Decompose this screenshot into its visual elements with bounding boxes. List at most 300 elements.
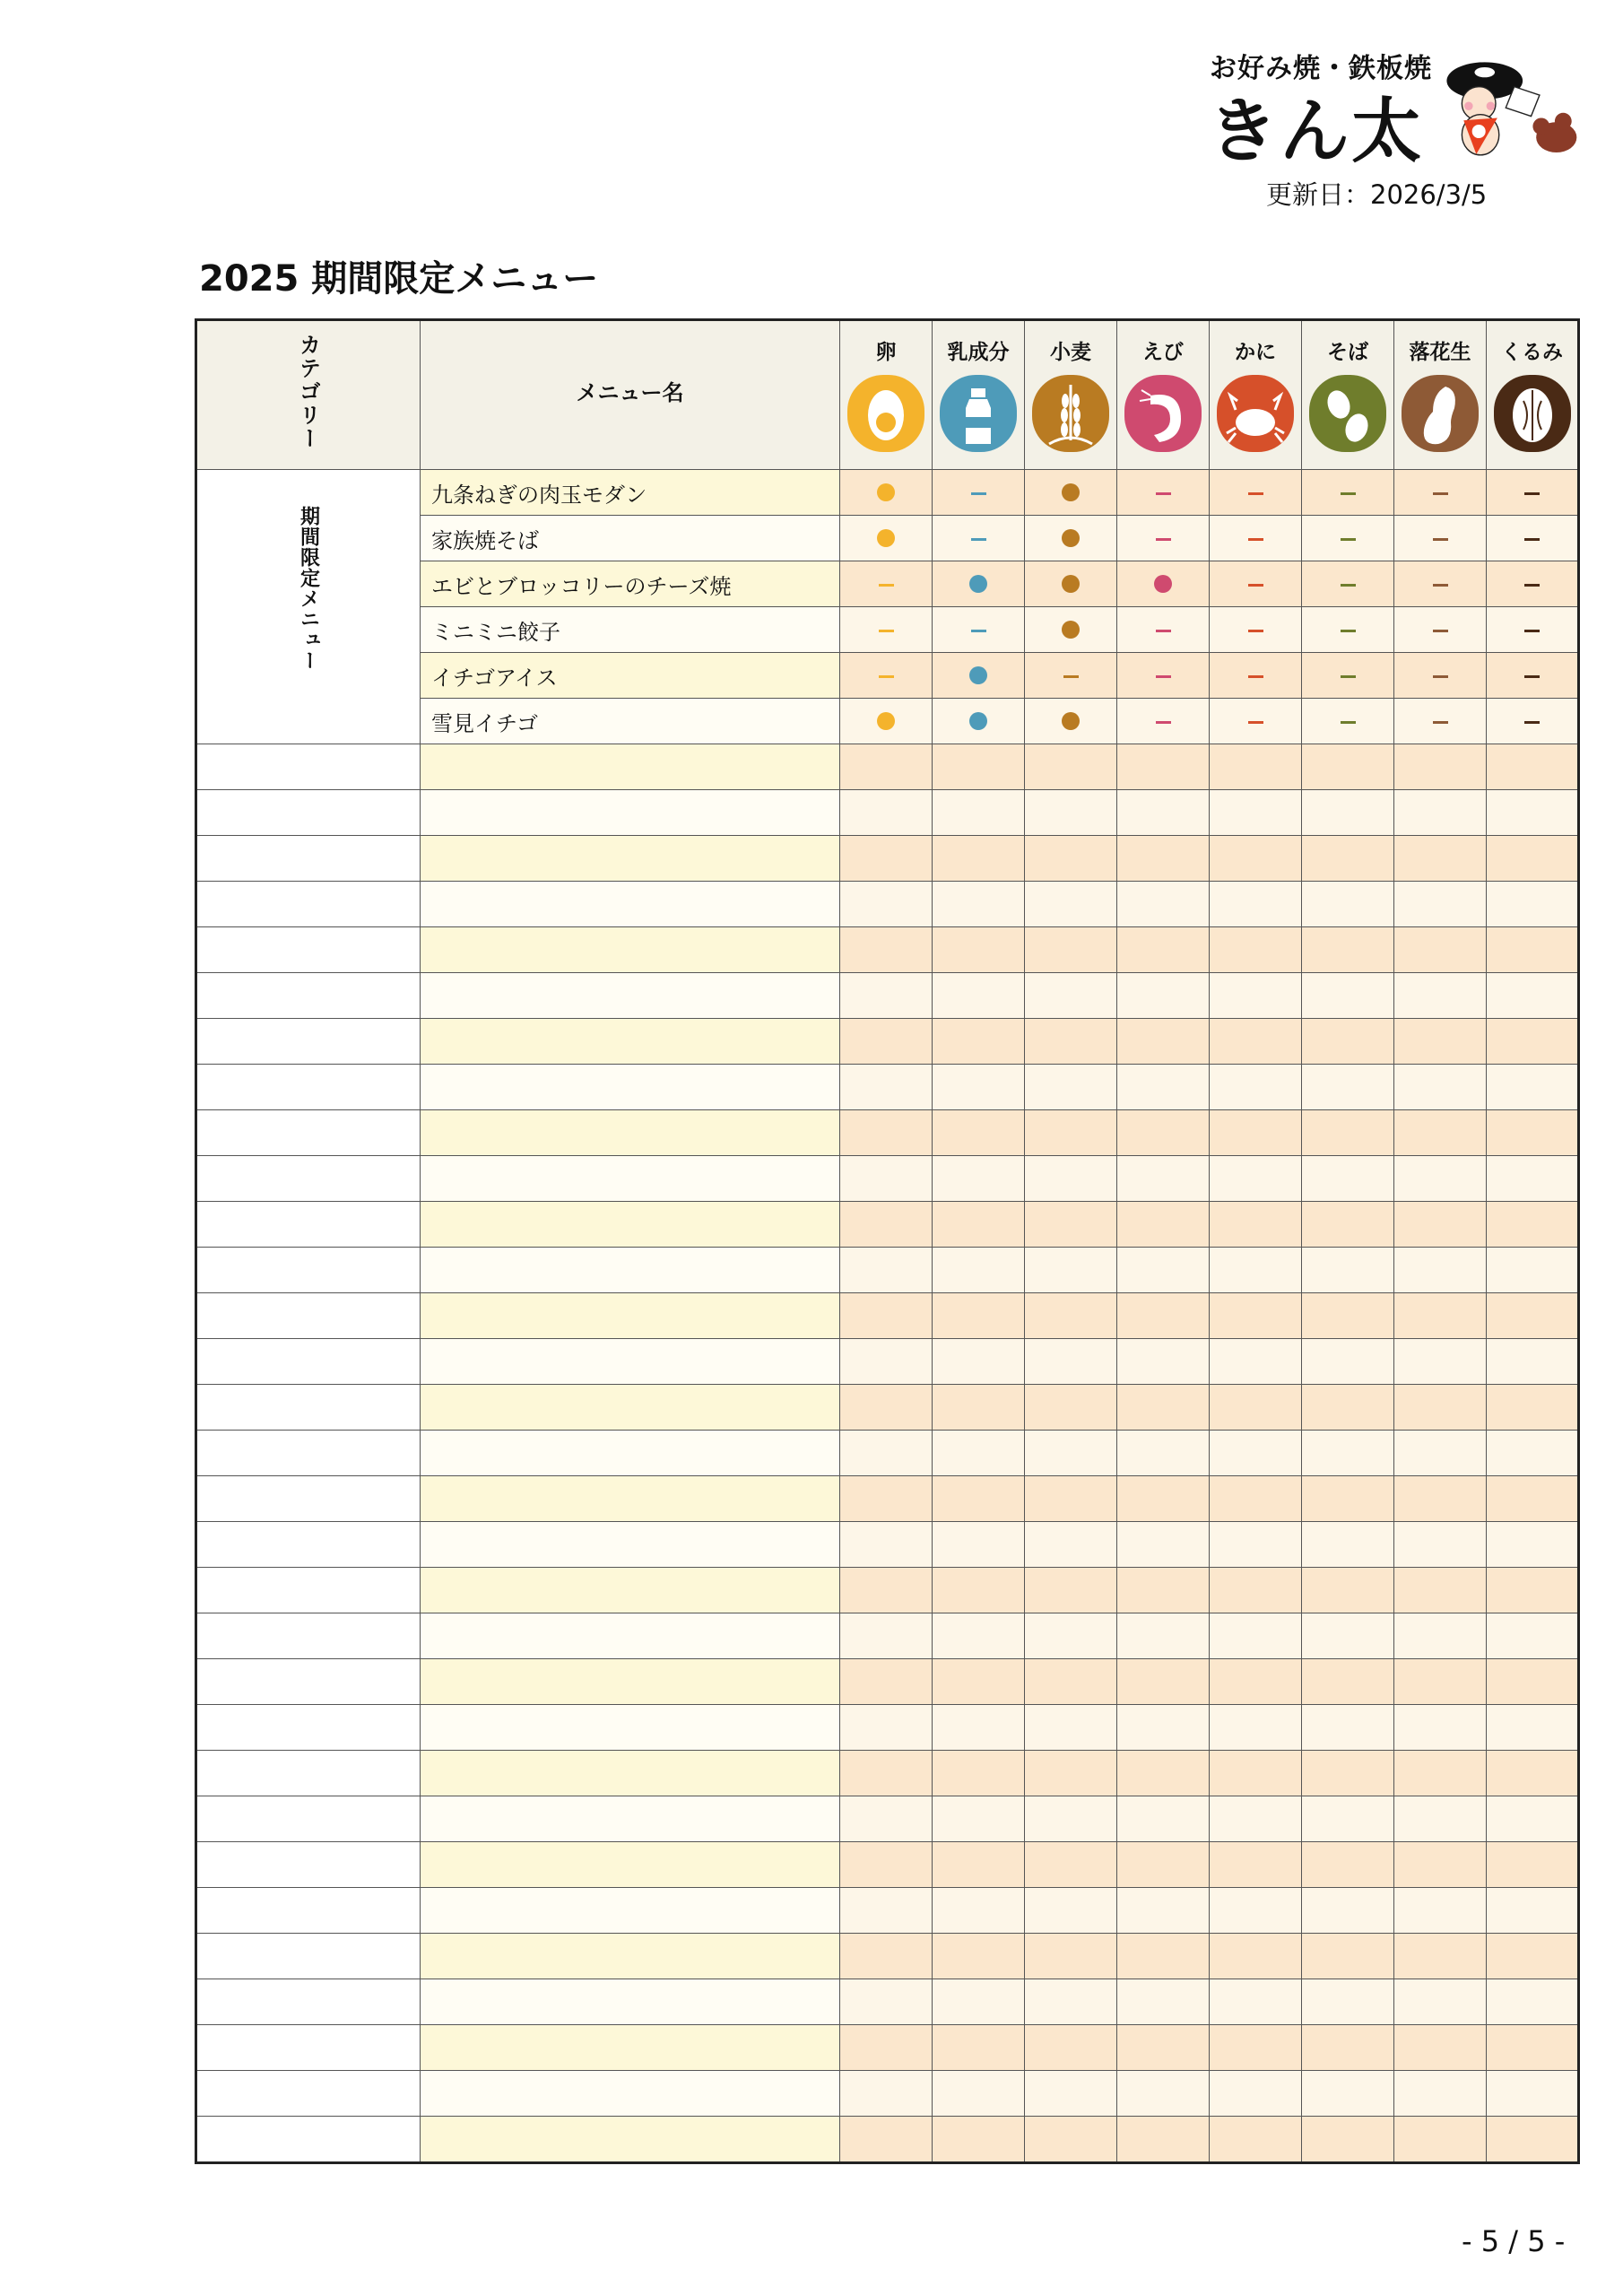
allergen-label: えび — [1142, 341, 1184, 364]
mascot-illustration-icon — [1438, 54, 1582, 166]
allergen-cell — [840, 470, 933, 516]
table-header-row — [196, 320, 1579, 470]
allergen-cell — [1487, 1751, 1579, 1796]
category-cell — [196, 1796, 421, 1842]
allergen-cell — [1394, 470, 1487, 516]
empty-row — [196, 1156, 1579, 1202]
not-contains-dash-icon — [1433, 630, 1448, 632]
not-contains-dash-icon — [1341, 492, 1356, 495]
allergen-cell — [1210, 790, 1302, 836]
allergen-cell — [1302, 1796, 1394, 1842]
allergen-cell — [1117, 882, 1210, 927]
allergen-cell — [1117, 1751, 1210, 1796]
allergen-cell — [1302, 607, 1394, 653]
allergen-cell — [933, 1476, 1025, 1522]
allergen-cell — [840, 973, 933, 1019]
allergen-cell — [840, 1431, 933, 1476]
allergen-cell — [1394, 1934, 1487, 1979]
allergen-cell — [1302, 744, 1394, 790]
allergen-cell — [1025, 1476, 1117, 1522]
category-cell — [196, 744, 421, 790]
not-contains-dash-icon — [1433, 492, 1448, 495]
allergen-cell — [1025, 2025, 1117, 2071]
page-title: 2025 期間限定メニュー — [199, 258, 599, 300]
buckwheat-icon — [1308, 374, 1387, 453]
allergen-cell — [933, 882, 1025, 927]
contains-dot-icon — [877, 483, 895, 501]
allergen-cell — [1117, 1065, 1210, 1110]
allergen-cell — [1117, 2025, 1210, 2071]
allergen-cell — [1487, 1248, 1579, 1293]
allergen-cell — [1025, 1156, 1117, 1202]
allergen-cell — [1117, 1705, 1210, 1751]
allergen-cell — [1025, 1339, 1117, 1385]
category-cell — [196, 1842, 421, 1888]
allergen-label: かに — [1235, 341, 1276, 364]
category-cell — [196, 1522, 421, 1568]
allergen-cell — [1117, 1385, 1210, 1431]
allergen-cell — [1394, 1202, 1487, 1248]
allergen-cell — [1487, 607, 1579, 653]
menu-name: 家族焼そば — [421, 516, 840, 561]
allergen-cell — [1487, 1156, 1579, 1202]
allergen-cell — [840, 882, 933, 927]
empty-row — [196, 790, 1579, 836]
not-contains-dash-icon — [1248, 630, 1263, 632]
not-contains-dash-icon — [1524, 584, 1540, 587]
allergen-cell — [1025, 607, 1117, 653]
allergen-cell — [1394, 1385, 1487, 1431]
menu-name — [421, 2117, 840, 2163]
menu-name — [421, 1248, 840, 1293]
allergen-cell — [840, 1888, 933, 1934]
not-contains-dash-icon — [1341, 675, 1356, 678]
allergen-cell — [1394, 699, 1487, 744]
contains-dot-icon — [1062, 712, 1080, 730]
menu-name — [421, 744, 840, 790]
allergen-cell — [933, 2117, 1025, 2163]
allergen-cell — [933, 1751, 1025, 1796]
allergen-cell — [1210, 2117, 1302, 2163]
allergen-cell — [1487, 790, 1579, 836]
allergen-cell — [840, 1385, 933, 1431]
allergen-cell — [1025, 973, 1117, 1019]
allergen-cell — [840, 1796, 933, 1842]
allergen-cell — [1394, 1065, 1487, 1110]
empty-row — [196, 1888, 1579, 1934]
allergen-cell — [933, 1156, 1025, 1202]
allergen-cell — [1025, 1202, 1117, 1248]
contains-dot-icon — [1062, 529, 1080, 547]
allergen-cell — [1117, 1934, 1210, 1979]
not-contains-dash-icon — [879, 675, 894, 678]
allergen-cell — [1210, 1705, 1302, 1751]
menu-name — [421, 1751, 840, 1796]
menu-name — [421, 1796, 840, 1842]
allergen-cell — [1394, 2117, 1487, 2163]
allergen-cell — [1394, 607, 1487, 653]
allergen-cell — [1394, 1476, 1487, 1522]
empty-row — [196, 1613, 1579, 1659]
allergen-cell — [1117, 2117, 1210, 2163]
allergen-cell — [840, 836, 933, 882]
allergen-cell — [1025, 744, 1117, 790]
not-contains-dash-icon — [1341, 584, 1356, 587]
empty-row — [196, 1522, 1579, 1568]
allergen-label: 落花生 — [1409, 341, 1471, 364]
allergen-cell — [1302, 1065, 1394, 1110]
allergen-cell — [1487, 882, 1579, 927]
allergen-cell — [1025, 653, 1117, 699]
allergen-cell — [1302, 836, 1394, 882]
category-cell — [196, 973, 421, 1019]
category-cell — [196, 470, 421, 744]
allergen-cell — [933, 1842, 1025, 1888]
contains-dot-icon — [1062, 575, 1080, 593]
allergen-cell — [1025, 1522, 1117, 1568]
allergen-cell — [1487, 1431, 1579, 1476]
allergen-cell — [1487, 1613, 1579, 1659]
allergen-cell — [1487, 1659, 1579, 1705]
category-cell — [196, 1293, 421, 1339]
allergen-cell — [933, 1385, 1025, 1431]
allergen-cell — [1025, 1110, 1117, 1156]
category-cell — [196, 927, 421, 973]
allergen-label: 卵 — [875, 341, 897, 364]
not-contains-dash-icon — [971, 492, 986, 495]
menu-name — [421, 1431, 840, 1476]
allergen-cell — [933, 744, 1025, 790]
allergen-cell — [1302, 1476, 1394, 1522]
allergen-cell — [1487, 1202, 1579, 1248]
allergen-cell — [840, 1019, 933, 1065]
allergen-cell — [1394, 1979, 1487, 2025]
allergen-cell — [1210, 470, 1302, 516]
allergen-cell — [933, 790, 1025, 836]
allergen-cell — [1394, 1659, 1487, 1705]
contains-dot-icon — [1062, 483, 1080, 501]
not-contains-dash-icon — [1524, 538, 1540, 541]
allergen-cell — [1025, 2117, 1117, 2163]
empty-row — [196, 1339, 1579, 1385]
menu-name — [421, 1934, 840, 1979]
allergen-cell — [1210, 1796, 1302, 1842]
header-allergen-6 — [1394, 320, 1487, 470]
allergen-label: くるみ — [1501, 341, 1563, 364]
allergen-cell — [840, 1156, 933, 1202]
allergen-cell — [1487, 699, 1579, 744]
menu-name — [421, 927, 840, 973]
menu-name — [421, 2071, 840, 2117]
allergen-cell — [1394, 2025, 1487, 2071]
allergen-cell — [1394, 1568, 1487, 1613]
menu-name — [421, 1110, 840, 1156]
contains-dot-icon — [877, 529, 895, 547]
menu-name — [421, 882, 840, 927]
allergen-cell — [933, 1065, 1025, 1110]
allergen-cell — [840, 561, 933, 607]
empty-row — [196, 1705, 1579, 1751]
allergen-cell — [1394, 561, 1487, 607]
allergen-cell — [840, 653, 933, 699]
allergen-cell — [933, 516, 1025, 561]
not-contains-dash-icon — [879, 584, 894, 587]
allergen-cell — [840, 2025, 933, 2071]
allergen-cell — [1302, 1934, 1394, 1979]
category-cell — [196, 1156, 421, 1202]
menu-name — [421, 973, 840, 1019]
allergen-cell — [1487, 1705, 1579, 1751]
allergen-cell — [1394, 1248, 1487, 1293]
allergen-cell — [1117, 1659, 1210, 1705]
allergen-cell — [1025, 561, 1117, 607]
allergen-cell — [1487, 1842, 1579, 1888]
not-contains-dash-icon — [1433, 675, 1448, 678]
contains-dot-icon — [969, 712, 987, 730]
allergen-cell — [1487, 973, 1579, 1019]
empty-row — [196, 927, 1579, 973]
allergen-cell — [1117, 1248, 1210, 1293]
allergen-cell — [933, 1888, 1025, 1934]
allergen-cell — [1210, 882, 1302, 927]
allergen-cell — [1210, 1888, 1302, 1934]
header-menu-name: メニュー名 — [421, 320, 840, 470]
category-cell — [196, 2025, 421, 2071]
allergen-cell — [1487, 1110, 1579, 1156]
allergen-cell — [1117, 1522, 1210, 1568]
allergen-cell — [1210, 1293, 1302, 1339]
category-cell — [196, 1659, 421, 1705]
allergen-cell — [1487, 1293, 1579, 1339]
header-allergen-2 — [1025, 320, 1117, 470]
category-cell — [196, 1019, 421, 1065]
category-label: 期間限定メニュー — [297, 506, 320, 671]
allergen-cell — [1302, 973, 1394, 1019]
allergen-cell — [933, 1613, 1025, 1659]
empty-row — [196, 2117, 1579, 2163]
allergen-cell — [1025, 1842, 1117, 1888]
allergen-cell — [1302, 882, 1394, 927]
menu-name — [421, 1293, 840, 1339]
not-contains-dash-icon — [1524, 492, 1540, 495]
allergen-cell — [1210, 1156, 1302, 1202]
empty-row — [196, 1431, 1579, 1476]
allergen-cell — [1302, 561, 1394, 607]
allergen-cell — [1025, 1248, 1117, 1293]
not-contains-dash-icon — [1433, 584, 1448, 587]
contains-dot-icon — [1062, 621, 1080, 639]
allergen-cell — [1302, 1522, 1394, 1568]
not-contains-dash-icon — [1156, 492, 1171, 495]
allergen-cell — [933, 1248, 1025, 1293]
allergen-cell — [933, 1705, 1025, 1751]
not-contains-dash-icon — [1524, 675, 1540, 678]
allergen-cell — [1210, 1385, 1302, 1431]
allergen-cell — [1025, 1019, 1117, 1065]
empty-row — [196, 2071, 1579, 2117]
menu-name: 九条ねぎの肉玉モダン — [421, 470, 840, 516]
not-contains-dash-icon — [1063, 675, 1079, 678]
allergen-cell — [1117, 790, 1210, 836]
menu-name — [421, 1979, 840, 2025]
header-category-label: カテゴリー — [295, 334, 321, 450]
allergen-cell — [840, 1293, 933, 1339]
allergen-cell — [1302, 1842, 1394, 1888]
allergen-cell — [933, 653, 1025, 699]
allergen-cell — [1025, 1385, 1117, 1431]
allergen-cell — [840, 1568, 933, 1613]
menu-name — [421, 1476, 840, 1522]
allergen-cell — [1487, 1385, 1579, 1431]
allergen-cell — [840, 1522, 933, 1568]
menu-name — [421, 1202, 840, 1248]
allergen-cell — [1394, 1751, 1487, 1796]
menu-name — [421, 1522, 840, 1568]
allergen-cell — [1210, 607, 1302, 653]
allergen-cell — [1210, 1522, 1302, 1568]
allergen-cell — [1302, 1156, 1394, 1202]
empty-row — [196, 1979, 1579, 2025]
allergen-cell — [840, 516, 933, 561]
allergen-cell — [1210, 653, 1302, 699]
empty-row — [196, 1751, 1579, 1796]
allergen-cell — [933, 699, 1025, 744]
menu-name — [421, 1019, 840, 1065]
allergen-cell — [933, 1431, 1025, 1476]
allergen-cell — [840, 1110, 933, 1156]
allergen-cell — [1117, 836, 1210, 882]
allergen-cell — [1025, 1568, 1117, 1613]
allergen-cell — [1394, 1613, 1487, 1659]
menu-name — [421, 836, 840, 882]
allergen-cell — [1210, 1659, 1302, 1705]
not-contains-dash-icon — [1341, 538, 1356, 541]
shrimp-icon — [1124, 374, 1202, 453]
milk-bottle-icon — [939, 374, 1018, 453]
menu-name — [421, 1888, 840, 1934]
contains-dot-icon — [969, 666, 987, 684]
allergen-cell — [1025, 927, 1117, 973]
allergen-cell — [1394, 973, 1487, 1019]
allergen-cell — [1210, 1339, 1302, 1385]
page-number: - 5 / 5 - — [1462, 2224, 1566, 2258]
allergen-cell — [1487, 2117, 1579, 2163]
allergen-cell — [1394, 2071, 1487, 2117]
menu-name — [421, 1568, 840, 1613]
allergen-cell — [1210, 1751, 1302, 1796]
category-cell — [196, 1568, 421, 1613]
allergen-cell — [1117, 470, 1210, 516]
empty-row — [196, 2025, 1579, 2071]
allergen-cell — [1302, 1339, 1394, 1385]
menu-name — [421, 1705, 840, 1751]
header-allergen-4 — [1210, 320, 1302, 470]
allergen-cell — [1210, 1476, 1302, 1522]
allergen-cell — [933, 1110, 1025, 1156]
empty-row — [196, 1934, 1579, 1979]
header-allergen-1 — [933, 320, 1025, 470]
category-cell — [196, 1751, 421, 1796]
allergen-cell — [1394, 836, 1487, 882]
allergen-cell — [1487, 653, 1579, 699]
allergen-cell — [840, 927, 933, 973]
header-allergen-3 — [1117, 320, 1210, 470]
category-cell — [196, 1705, 421, 1751]
allergen-cell — [933, 1568, 1025, 1613]
allergen-cell — [840, 1842, 933, 1888]
allergen-cell — [1302, 1202, 1394, 1248]
allergen-cell — [1025, 1796, 1117, 1842]
allergen-cell — [1210, 1842, 1302, 1888]
not-contains-dash-icon — [1248, 492, 1263, 495]
allergen-cell — [840, 699, 933, 744]
not-contains-dash-icon — [1341, 721, 1356, 724]
allergen-cell — [1025, 1613, 1117, 1659]
logo-subtitle: お好み焼・鉄板焼 — [1210, 53, 1432, 84]
allergen-cell — [1394, 1796, 1487, 1842]
allergen-cell — [1210, 1568, 1302, 1613]
contains-dot-icon — [1154, 575, 1172, 593]
allergen-label: 乳成分 — [947, 341, 1010, 364]
menu-name — [421, 1156, 840, 1202]
allergen-cell — [1302, 1431, 1394, 1476]
header-category — [196, 320, 421, 470]
allergen-cell — [933, 1796, 1025, 1842]
menu-name — [421, 1659, 840, 1705]
allergen-cell — [1302, 516, 1394, 561]
allergen-cell — [933, 561, 1025, 607]
allergen-cell — [1210, 927, 1302, 973]
allergen-cell — [1117, 1842, 1210, 1888]
allergen-cell — [1210, 2025, 1302, 2071]
allergen-cell — [840, 1248, 933, 1293]
menu-name — [421, 1613, 840, 1659]
empty-row — [196, 1796, 1579, 1842]
allergen-cell — [1487, 561, 1579, 607]
empty-row — [196, 1202, 1579, 1248]
category-cell — [196, 1385, 421, 1431]
allergen-cell — [1302, 470, 1394, 516]
allergen-cell — [1210, 516, 1302, 561]
allergen-cell — [840, 790, 933, 836]
allergen-cell — [840, 744, 933, 790]
allergen-cell — [1210, 1248, 1302, 1293]
allergen-cell — [1487, 1476, 1579, 1522]
allergen-cell — [1302, 2071, 1394, 2117]
allergen-cell — [1117, 1568, 1210, 1613]
menu-name — [421, 1065, 840, 1110]
not-contains-dash-icon — [1248, 584, 1263, 587]
allergen-cell — [840, 1659, 933, 1705]
allergen-cell — [1025, 882, 1117, 927]
allergen-cell — [1117, 653, 1210, 699]
allergen-cell — [1117, 1110, 1210, 1156]
allergen-cell — [933, 1979, 1025, 2025]
not-contains-dash-icon — [1341, 630, 1356, 632]
empty-row — [196, 882, 1579, 927]
empty-row — [196, 1248, 1579, 1293]
category-cell — [196, 1202, 421, 1248]
not-contains-dash-icon — [1433, 721, 1448, 724]
allergen-cell — [1117, 744, 1210, 790]
allergen-cell — [840, 607, 933, 653]
allergen-cell — [1302, 1248, 1394, 1293]
allergen-cell — [1117, 1156, 1210, 1202]
category-cell — [196, 1476, 421, 1522]
allergen-cell — [933, 973, 1025, 1019]
allergen-cell — [1302, 1568, 1394, 1613]
allergen-cell — [840, 1751, 933, 1796]
